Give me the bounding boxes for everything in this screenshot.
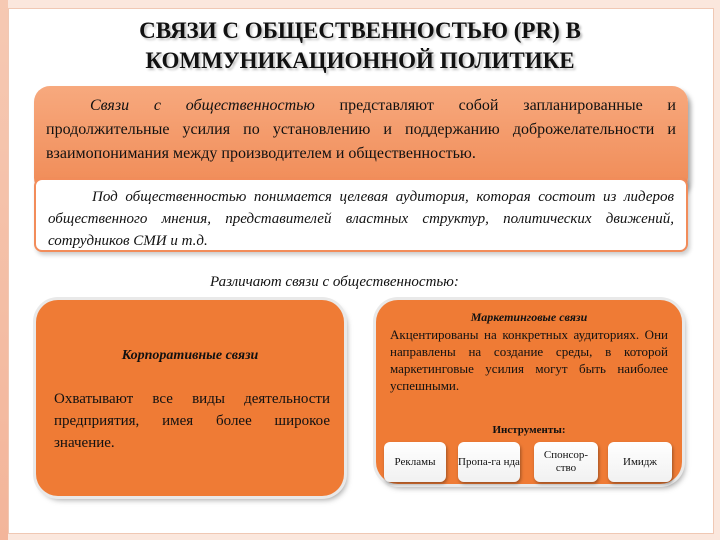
corporate-card: [36, 300, 344, 496]
public-note-box: [34, 178, 688, 252]
tool-advertising: Рекламы: [384, 442, 446, 482]
marketing-card: [376, 300, 682, 484]
public-text: понимается целевая аудитория, которая состоит из лидеров общественного мнения, представителей властных структур, политических движений, сотрудников СМИ и т.д.: [48, 189, 674, 249]
definition-text: представляют собой запланированные и продолжительные усилия по установлению и поддержанию доброжелательности и взаимопонимания между производителем и общественностью.: [46, 97, 676, 162]
marketing-text: Акцентированы на конкретных аудиториях. Они направлены на создание среды, в которой маркетинговые усилия могут быть наиболее успешными.: [390, 327, 668, 393]
definition-term: Связи с общественностью: [90, 97, 315, 114]
corporate-title: Корпоративные связи: [121, 348, 259, 363]
tool-image: Имидж: [608, 442, 672, 482]
left-decor-stripe: [0, 0, 8, 540]
page-title: СВЯЗИ С ОБЩЕСТВЕННОСТЬЮ (PR) В КОММУНИКАЦИОННОЙ ПОЛИТИКЕ: [139, 18, 581, 73]
tool-propaganda: Пропа-га нда: [458, 442, 520, 482]
tools-label: Инструменты:: [492, 424, 566, 436]
marketing-title: Маркетинговые связи: [470, 310, 588, 324]
distinguish-label: Различают связи с общественностью:: [210, 274, 459, 290]
tool-sponsorship: Спонсор-ство: [534, 442, 598, 482]
public-term: Под общественностью: [92, 189, 247, 205]
corporate-text: Охватывают все виды деятельности предприятия, имея более широкое значение.: [54, 391, 330, 451]
